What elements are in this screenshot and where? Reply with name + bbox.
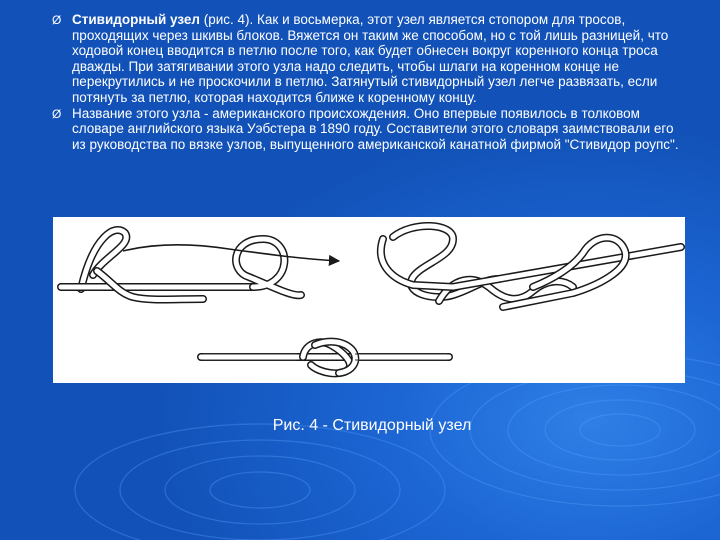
- knot-figure: [53, 217, 685, 383]
- figure-caption: Рис. 4 - Стивидорный узел: [272, 417, 472, 434]
- arrow-bullet-icon: Ø: [52, 13, 62, 27]
- finished-knot-rope: [201, 342, 449, 374]
- stevedore-knot-illustration: [53, 217, 685, 383]
- bullet-item-description: [52, 12, 682, 106]
- step-one-rope: [61, 230, 339, 300]
- bullet-item-origin: [52, 106, 682, 153]
- bullet-text-origin: Название этого узла - американского происхождения. Оно впервые появилось в толковом словаре английского языка Уэбстера в 1890 году. Составители этого словаря заимствовали его из руководства по вязке узлов, выпущенного американской канатной фирмой "Стивидор роупс".: [72, 105, 679, 152]
- step-two-rope: [381, 226, 681, 307]
- bullet-text-description: (рис. 4). Как и восьмерка, этот узел является стопором для тросов, проходящих через шкивы блоков. Вяжется он таким же способом, но с той лишь разницей, что ходовой конец вводится в петлю после того, как будет обнесен вокруг коренного конца троса дважды. При затягивании этого узла надо следить, чтобы шлаги на коренном конце не перекрутились и не проскочили в петлю. Затянутый стивидорный узел легче развязать, если потянуть за петлю, которая находится ближе к коренному концу.: [72, 12, 669, 105]
- bullet-list: [52, 12, 682, 152]
- arrow-bullet-icon: Ø: [52, 106, 62, 121]
- knot-name-bold: Стивидорный узел: [72, 12, 200, 27]
